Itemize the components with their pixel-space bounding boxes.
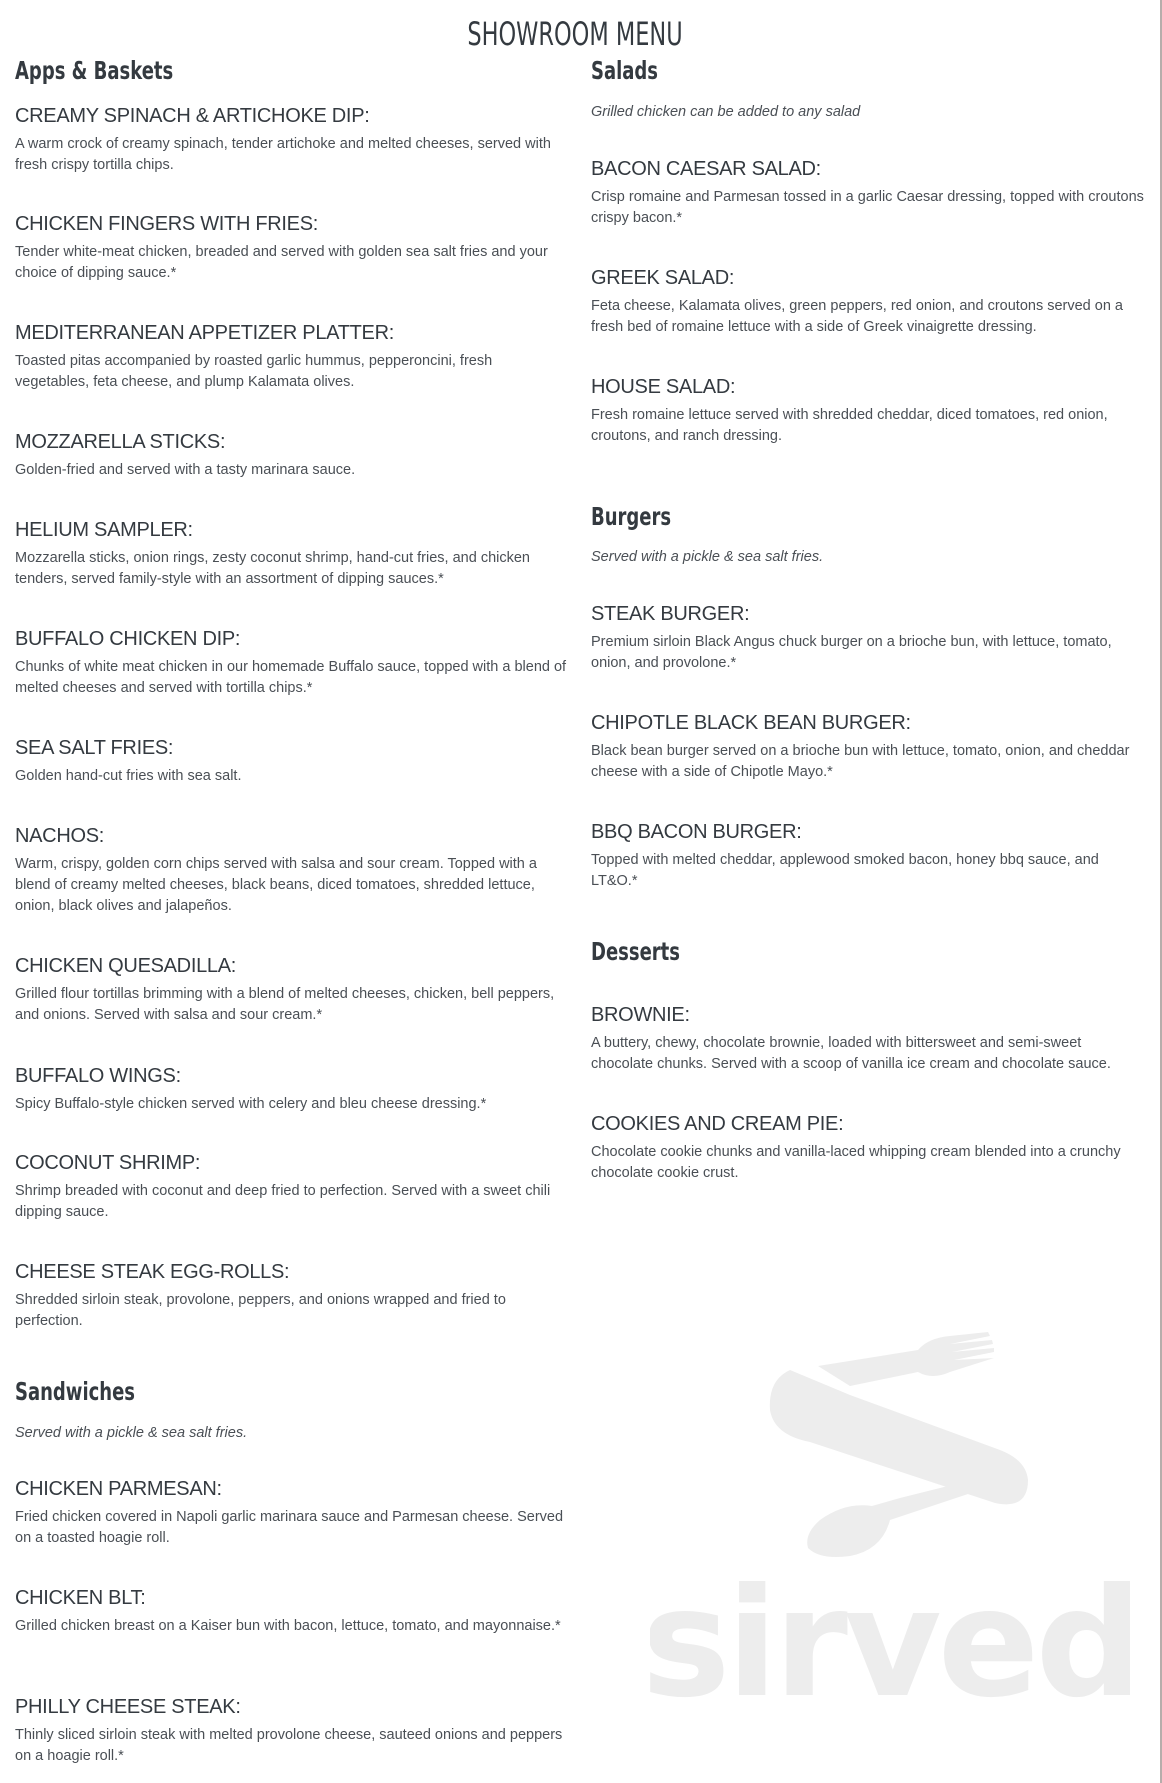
item-name: BROWNIE: xyxy=(591,1004,690,1026)
menu-item xyxy=(591,375,1146,447)
menu-item xyxy=(15,1260,570,1332)
item-desc: Warm, crispy, golden corn chips served with salsa and sour cream. Topped with a blend of creamy melted cheeses, black beans, diced tomatoes, shredded lettuce, onion, black olives and jalapeños. xyxy=(15,856,537,914)
item-desc: Chocolate cookie chunks and vanilla-laced whipping cream blended into a crunchy chocolate cookie crust. xyxy=(591,1144,1121,1181)
item-name: CHICKEN FINGERS WITH FRIES: xyxy=(15,213,319,235)
item-name: STEAK BURGER: xyxy=(591,603,750,625)
item-name: CREAMY SPINACH & ARTICHOKE DIP: xyxy=(15,105,370,127)
item-name: CHEESE STEAK EGG-ROLLS: xyxy=(15,1261,290,1283)
item-desc: Grilled chicken breast on a Kaiser bun with bacon, lettuce, tomato, and mayonnaise.* xyxy=(15,1618,561,1634)
menu-item xyxy=(15,1586,570,1637)
item-desc: Shrimp breaded with coconut and deep fried to perfection. Served with a sweet chili dipping sauce. xyxy=(15,1183,551,1220)
item-desc: Fresh romaine lettuce served with shredded cheddar, diced tomatoes, red onion, croutons, and ranch dressing. xyxy=(591,407,1108,444)
menu-item xyxy=(15,321,570,393)
item-desc: Shredded sirloin steak, provolone, peppers, and onions wrapped and fried to perfection. xyxy=(15,1292,506,1329)
item-desc: Grilled flour tortillas brimming with a blend of melted cheeses, chicken, bell peppers, and onions. Served with salsa and sour cream.* xyxy=(15,986,555,1023)
item-desc: A warm crock of creamy spinach, tender artichoke and melted cheeses, served with fresh crispy tortilla chips. xyxy=(15,136,551,173)
item-desc: Fried chicken covered in Napoli garlic marinara sauce and Parmesan cheese. Served on a toasted hoagie roll. xyxy=(15,1509,564,1546)
sirved-watermark xyxy=(650,1310,1130,1710)
item-desc: Golden hand-cut fries with sea salt. xyxy=(15,768,242,784)
item-name: COOKIES AND CREAM PIE: xyxy=(591,1113,844,1135)
item-name: SEA SALT FRIES: xyxy=(15,737,174,759)
item-desc: Premium sirloin Black Angus chuck burger on a brioche bun, with lettuce, tomato, onion, and provolone.* xyxy=(591,634,1112,671)
item-desc: Tender white-meat chicken, breaded and served with golden sea salt fries and your choice of dipping sauce.* xyxy=(15,244,548,281)
menu-item xyxy=(15,1477,570,1549)
sirved-logo-icon xyxy=(650,1310,1130,1710)
svg-text:sirved: sirved xyxy=(650,1557,1130,1710)
item-desc: Chunks of white meat chicken in our homemade Buffalo sauce, topped with a blend of melted cheeses and served with tortilla chips.* xyxy=(15,659,567,696)
section-subtitle-sandwiches: Served with a pickle & sea salt fries. xyxy=(15,1425,248,1441)
menu-item xyxy=(15,430,570,481)
item-desc: A buttery, chewy, chocolate brownie, loaded with bittersweet and semi-sweet chocolate chunks. Served with a scoop of vanilla ice cream and chocolate sauce. xyxy=(591,1035,1111,1072)
item-name: CHICKEN QUESADILLA: xyxy=(15,955,237,977)
item-desc: Thinly sliced sirloin steak with melted provolone cheese, sauteed onions and peppers on a hoagie roll.* xyxy=(15,1727,563,1764)
menu-item xyxy=(15,1151,570,1223)
menu-item xyxy=(15,824,570,917)
item-name: BUFFALO CHICKEN DIP: xyxy=(15,628,241,650)
item-name: PHILLY CHEESE STEAK: xyxy=(15,1696,241,1718)
item-desc: Black bean burger served on a brioche bun with lettuce, tomato, onion, and cheddar cheese with a side of Chipotle Mayo.* xyxy=(591,743,1130,780)
item-name: CHICKEN BLT: xyxy=(15,1587,146,1609)
section-subtitle-burgers: Served with a pickle & sea salt fries. xyxy=(591,549,824,565)
menu-item xyxy=(15,736,570,787)
item-name: BACON CAESAR SALAD: xyxy=(591,158,821,180)
menu-item xyxy=(15,518,570,590)
menu-item xyxy=(15,212,570,284)
menu-item xyxy=(591,711,1146,783)
item-desc: Topped with melted cheddar, applewood smoked bacon, honey bbq sauce, and LT&O.* xyxy=(591,852,1099,889)
item-name: MEDITERRANEAN APPETIZER PLATTER: xyxy=(15,322,394,344)
item-name: GREEK SALAD: xyxy=(591,267,735,289)
item-desc: Mozzarella sticks, onion rings, zesty coconut shrimp, hand-cut fries, and chicken tenders, served family-style with an assortment of dipping sauces.* xyxy=(15,550,530,587)
menu-item xyxy=(591,820,1146,892)
menu-item xyxy=(15,104,570,176)
item-name: HELIUM SAMPLER: xyxy=(15,519,193,541)
menu-item xyxy=(591,1112,1146,1184)
item-desc: Crisp romaine and Parmesan tossed in a garlic Caesar dressing, topped with croutons crispy bacon.* xyxy=(591,189,1144,226)
item-name: COCONUT SHRIMP: xyxy=(15,1152,201,1174)
section-title-desserts: Desserts xyxy=(591,937,680,966)
item-desc: Golden-fried and served with a tasty marinara sauce. xyxy=(15,462,356,478)
menu-item xyxy=(591,266,1146,338)
section-subtitle-salads: Grilled chicken can be added to any salad xyxy=(591,104,861,120)
item-name: NACHOS: xyxy=(15,825,105,847)
menu-item xyxy=(591,602,1146,674)
menu-item xyxy=(591,157,1146,229)
item-desc: Toasted pitas accompanied by roasted garlic hummus, pepperoncini, fresh vegetables, feta cheese, and plump Kalamata olives. xyxy=(15,353,493,390)
item-desc: Spicy Buffalo-style chicken served with celery and bleu cheese dressing.* xyxy=(15,1096,487,1112)
menu-item xyxy=(15,1064,570,1115)
menu-item xyxy=(591,1003,1146,1075)
item-name: HOUSE SALAD: xyxy=(591,376,736,398)
menu-item xyxy=(15,627,570,699)
section-title-sandwiches: Sandwiches xyxy=(15,1377,136,1406)
section-title-salads: Salads xyxy=(591,56,659,85)
item-name: BBQ BACON BURGER: xyxy=(591,821,802,843)
section-title-burgers: Burgers xyxy=(591,502,672,531)
menu-item xyxy=(15,1695,570,1767)
item-name: BUFFALO WINGS: xyxy=(15,1065,181,1087)
menu-item xyxy=(15,954,570,1026)
item-name: CHIPOTLE BLACK BEAN BURGER: xyxy=(591,712,911,734)
item-name: CHICKEN PARMESAN: xyxy=(15,1478,222,1500)
item-desc: Feta cheese, Kalamata olives, green peppers, red onion, and croutons served on a fresh bed of romaine lettuce with a side of Greek vinaigrette dressing. xyxy=(591,298,1123,335)
page-title: SHOWROOM MENU xyxy=(467,15,683,54)
item-name: MOZZARELLA STICKS: xyxy=(15,431,226,453)
section-title-apps: Apps & Baskets xyxy=(15,56,174,85)
